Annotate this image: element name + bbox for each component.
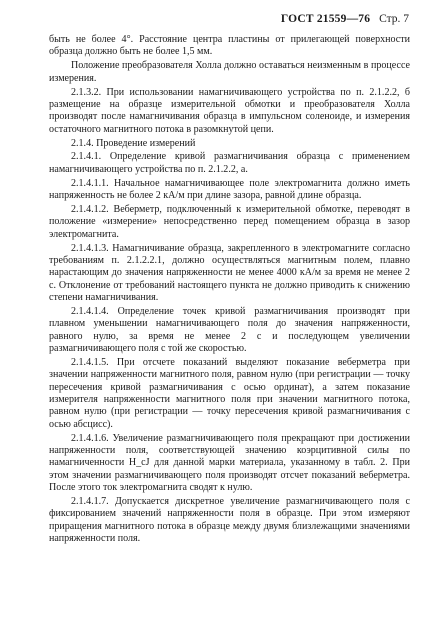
paragraph: 2.1.4.1.7. Допускается дискретное увеличение размагничивающего поля с фиксированием значений напряженности поля в образце. При этом измеряют приращения магнитного потока в образце между двумя близлежащими значениями напряженности поля. [49, 495, 410, 544]
section-heading: 2.1.4. Проведение измерений [71, 137, 196, 149]
page-header [281, 13, 409, 25]
paragraph: 2.1.4.1.2. Веберметр, подключенный к измерительной обмотке, переводят в положение «измерение» непосредственно перед помещением образца в зазор электромагнита. [49, 204, 410, 240]
paragraph: 2.1.4.1.6. Увеличение размагничивающего поля прекращают при достижении напряженности поля, соответствующей значению коэрцитивной силы по намагниченности H_cJ для данной марки материала, указанному в табл. 2. При этом значении размагничивающего поля производят отсчет показаний веберметра. После этого ток электромагнита сводят к нулю. [49, 432, 410, 493]
page-number: Стр. 7 [379, 13, 409, 25]
paragraph: 2.1.4.1.3. Намагничивание образца, закрепленного в электромагните согласно требованиям п. 2.1.2.2.1, должно осуществляться магнитным полем, плавно нарастающим до значения напряженности не менее 4000 кА/м за время не менее 2 с. Отклонение от требований настоящего пункта не должно приводить к снижению степени намагничивания. [49, 242, 410, 304]
standard-number: ГОСТ 21559—76 [280, 13, 371, 25]
paragraph: 2.1.3.2. При использовании намагничивающего устройства по п. 2.1.2.2, б размещение на образце измерительной обмотки и преобразователя Холла производят после намагничивания образца в импульсном соленоиде, и измерения остаточного магнитного потока в разомкнутой цепи. [49, 86, 410, 135]
paragraph-continuation: быть не более 4°. Расстояние центра пластины от прилегающей поверхности образца должно быть не более 1,5 мм. [49, 34, 410, 58]
paragraph: 2.1.4.1.4. Определение точек кривой размагничивания производят при плавном уменьшении намагничивающего поля до значения напряженности, равного нулю, за время не менее 2 с и последующем увеличении размагничивающего поля с той же скоростью. [49, 305, 410, 354]
paragraph: 2.1.4.1.5. При отсчете показаний выделяют показание веберметра при значении напряженности магнитного поля, равном нулю (при регистрации — точку пересечения кривой размагничивания с осью ординат), а затем показание измерителя напряженности магнитного поля при значении магнитного потока, равном нулю (при регистрации — точку пересечения кривой размагничивания с осью абсцисс). [49, 356, 410, 430]
paragraph: 2.1.4.1.1. Начальное намагничивающее поле электромагнита должно иметь напряженность не более 2 кА/м при длине зазора, равной длине образца. [49, 177, 410, 202]
document-body [49, 34, 410, 547]
paragraph: 2.1.4.1. Определение кривой размагничивания образца с применением намагничивающего устройства по п. 2.1.2.2, а. [49, 151, 410, 175]
paragraph: Положение преобразователя Холла должно оставаться неизменным в процессе измерения. [49, 60, 410, 84]
